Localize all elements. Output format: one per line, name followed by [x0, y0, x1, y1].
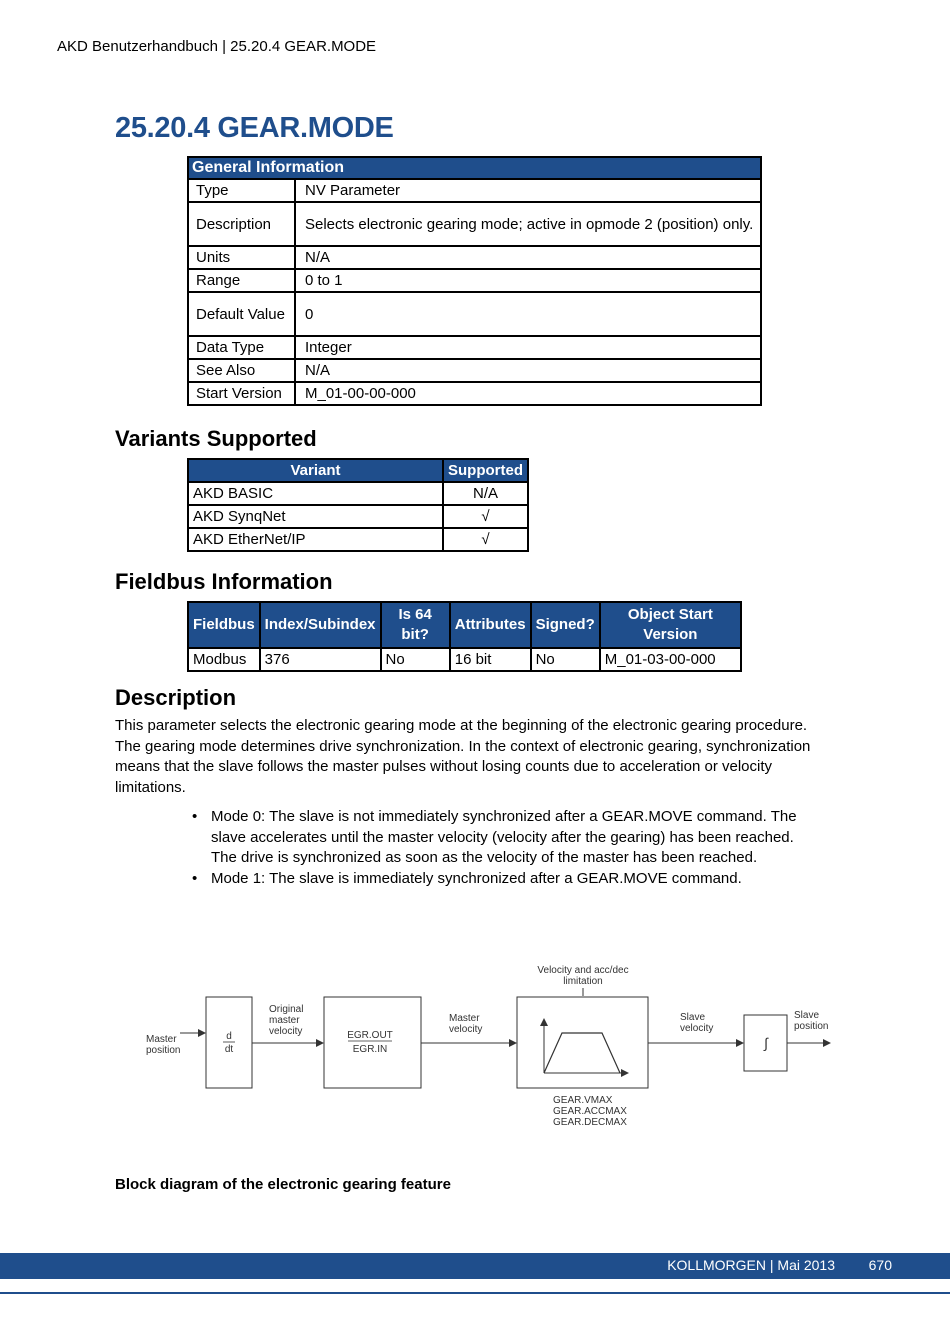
fieldbus-col: Signed?	[531, 602, 600, 648]
info-value: N/A	[295, 359, 761, 382]
table-row	[188, 202, 761, 246]
description-paragraph: This parameter selects the electronic gearing mode at the beginning of the electronic gearing procedure. The gearing mode determines drive synchronization. In the context of electronic gearing, synchronization means that the slave follows the master pulses without losing counts due to acceleration or velocity limitations.	[115, 717, 811, 796]
limitation-block	[517, 997, 648, 1088]
table-row	[188, 648, 741, 671]
variants-heading: Variants Supported	[115, 426, 317, 451]
variant-supported: N/A	[443, 482, 528, 505]
info-value: 0 to 1	[295, 269, 761, 292]
info-key: Default Value	[188, 292, 295, 336]
fieldbus-col: Attributes	[450, 602, 531, 648]
gearing-block-diagram	[140, 955, 840, 1135]
variant-supported: √	[443, 528, 528, 551]
table-row	[188, 179, 761, 202]
ddt-denominator: dt	[224, 1044, 234, 1055]
limitation-title: Velocity and acc/dec	[537, 965, 629, 976]
table-row	[188, 359, 761, 382]
fieldbus-col: Is 64 bit?	[381, 602, 450, 648]
fieldbus-col: Object Start Version	[600, 602, 741, 648]
table-row	[188, 336, 761, 359]
integral-symbol: ∫	[764, 1035, 768, 1051]
info-key: See Also	[188, 359, 295, 382]
fieldbus-cell: No	[531, 648, 600, 671]
ddt-numerator: d	[226, 1031, 232, 1042]
slave-position-label: Slave	[794, 1010, 820, 1021]
info-value: NV Parameter	[295, 179, 761, 202]
variant-name: AKD BASIC	[188, 482, 443, 505]
figure-caption: Block diagram of the electronic gearing feature	[115, 1176, 451, 1193]
mode-list	[192, 807, 812, 889]
fieldbus-col: Index/Subindex	[260, 602, 381, 648]
fieldbus-table	[187, 601, 742, 672]
slave-velocity-label: Slave	[680, 1012, 706, 1023]
variants-table	[187, 458, 529, 552]
table-row	[188, 505, 528, 528]
info-key: Units	[188, 246, 295, 269]
info-value: M_01-00-00-000	[295, 382, 761, 405]
original-master-velocity-label: master	[269, 1015, 300, 1026]
general-info-table	[187, 156, 762, 406]
gear-accmax-label: GEAR.ACCMAX	[553, 1106, 627, 1117]
general-info-heading: General Information	[188, 157, 761, 179]
fieldbus-cell: 376	[260, 648, 381, 671]
fieldbus-cell: No	[381, 648, 450, 671]
gear-decmax-label: GEAR.DECMAX	[553, 1117, 627, 1128]
fieldbus-cell: Modbus	[188, 648, 260, 671]
master-velocity-label: Master	[449, 1013, 480, 1024]
master-position-label: position	[146, 1045, 181, 1056]
info-value: 0	[295, 292, 761, 336]
description-heading: Description	[115, 685, 237, 710]
fieldbus-cell: M_01-03-00-000	[600, 648, 741, 671]
gear-vmax-label: GEAR.VMAX	[553, 1095, 613, 1106]
info-key: Type	[188, 179, 295, 202]
fieldbus-heading: Fieldbus Information	[115, 569, 333, 594]
running-header: AKD Benutzerhandbuch | 25.20.4 GEAR.MODE	[57, 38, 377, 55]
limitation-title: limitation	[563, 976, 603, 987]
egr-block	[324, 997, 421, 1088]
original-master-velocity-label: velocity	[269, 1026, 303, 1037]
info-key: Description	[188, 202, 295, 246]
table-row	[188, 482, 528, 505]
variant-supported: √	[443, 505, 528, 528]
table-row	[188, 528, 528, 551]
info-value: Integer	[295, 336, 761, 359]
slave-position-label: position	[794, 1021, 829, 1032]
master-velocity-label: velocity	[449, 1024, 483, 1035]
list-item: • Mode 0: The slave is not immediately synchronized after a GEAR.MOVE command. The slave accelerates until the master velocity (velocity after the gearing) has been reached. The drive is synchronized as soon as the velocity of the master has been reached.	[192, 807, 812, 869]
derivative-block	[206, 997, 252, 1088]
variants-col-variant: Variant	[188, 459, 443, 482]
info-key: Data Type	[188, 336, 295, 359]
info-value: N/A	[295, 246, 761, 269]
info-key: Start Version	[188, 382, 295, 405]
egr-in-label: EGR.IN	[352, 1044, 388, 1055]
variant-name: AKD EtherNet/IP	[188, 528, 443, 551]
variants-col-supported: Supported	[443, 459, 528, 482]
egr-out-label: EGR.OUT	[347, 1030, 393, 1041]
page-number: 670	[868, 1257, 892, 1273]
table-row	[188, 292, 761, 336]
fieldbus-cell: 16 bit	[450, 648, 531, 671]
list-item: • Mode 1: The slave is immediately synchronized after a GEAR.MOVE command.	[192, 869, 812, 890]
fieldbus-col: Fieldbus	[188, 602, 260, 648]
info-value: Selects electronic gearing mode; active in opmode 2 (position) only.	[295, 202, 761, 246]
original-master-velocity-label: Original	[269, 1004, 304, 1015]
variant-name: AKD SynqNet	[188, 505, 443, 528]
master-position-label: Master	[146, 1034, 177, 1045]
footer-brand: KOLLMORGEN | Mai 2013	[667, 1257, 835, 1273]
table-row	[188, 269, 761, 292]
table-row	[188, 382, 761, 405]
footer-divider	[0, 1292, 950, 1294]
page-title: 25.20.4 GEAR.MODE	[115, 112, 394, 144]
info-key: Range	[188, 269, 295, 292]
slave-velocity-label: velocity	[680, 1023, 714, 1034]
table-row	[188, 246, 761, 269]
